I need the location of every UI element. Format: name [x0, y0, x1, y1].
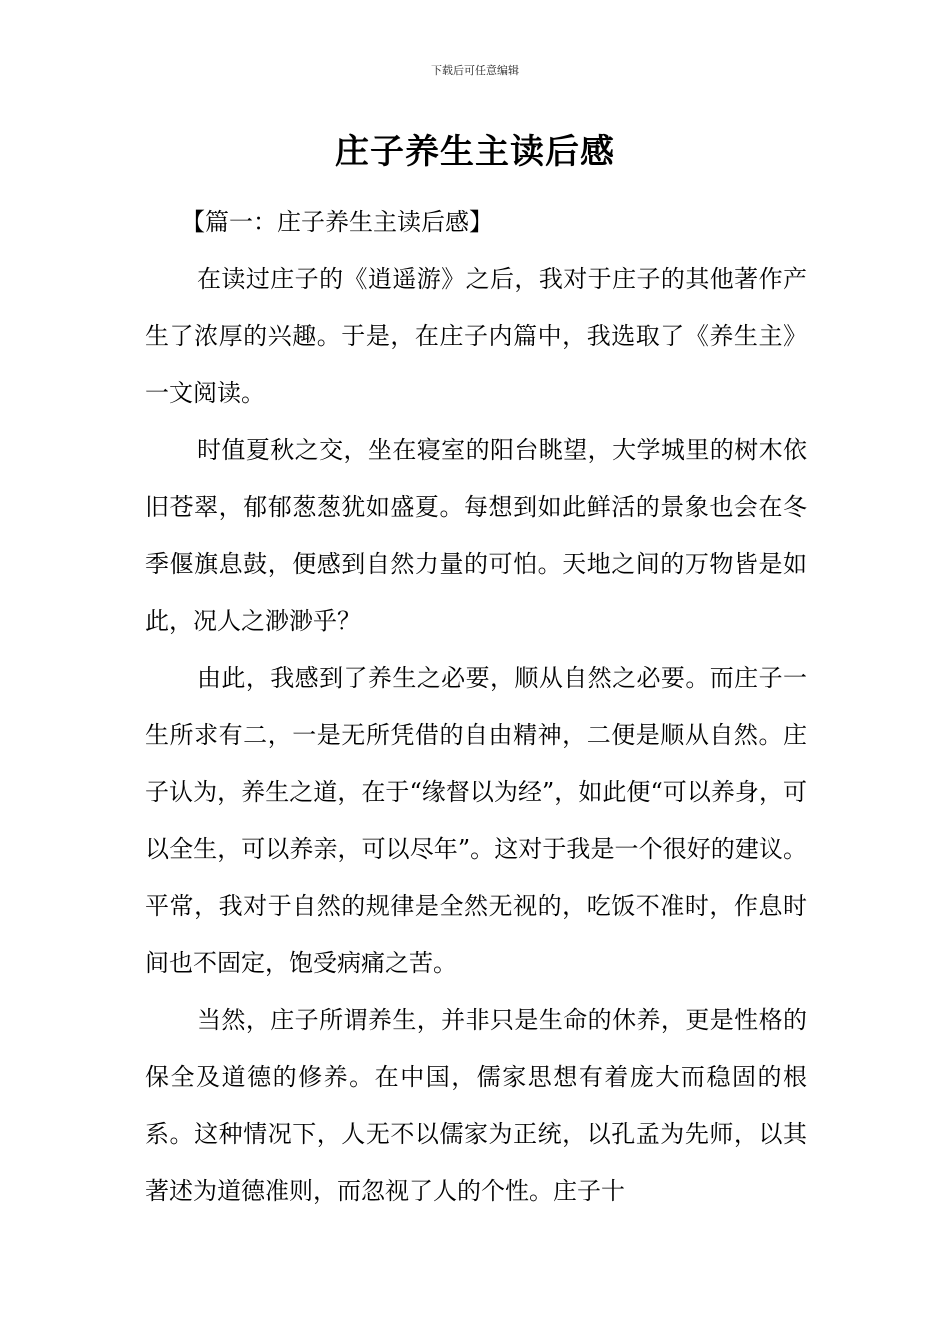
document-body [145, 194, 807, 1220]
document-title: 庄子养生主读后感 [335, 132, 615, 172]
paragraph: 由此，我感到了养生之必要，顺从自然之必要。而庄子一生所求有二，一是无所凭借的自由精神，二便是顺从自然。庄子认为，养生之道，在于“缘督以为经”，如此便“可以养身，可以全生，可以养亲，可以尽年”。这对于我是一个很好的建议。平常，我对于自然的规律是全然无视的，吃饭不准时，作息时间也不固定，饱受病痛之苦。 [145, 664, 807, 977]
paragraph: 在读过庄子的《逍遥游》之后，我对于庄子的其他著作产生了浓厚的兴趣。于是，在庄子内篇中，我选取了《养生主》一文阅读。 [145, 265, 807, 407]
paragraph: 时值夏秋之交，坐在寝室的阳台眺望，大学城里的树木依旧苍翠，郁郁葱葱犹如盛夏。每想到如此鲜活的景象也会在冬季偃旗息鼓，便感到自然力量的可怕。天地之间的万物皆是如此，况人之渺渺乎？ [145, 436, 807, 635]
paragraph: 当然，庄子所谓养生，并非只是生命的休养，更是性格的保全及道德的修养。在中国，儒家思想有着庞大而稳固的根系。这种情况下，人无不以儒家为正统，以孔孟为先师，以其著述为道德准则，而忽视了人的个性。庄子十 [145, 1006, 807, 1205]
section-heading: 【篇一：庄子养生主读后感】 [181, 208, 493, 236]
header-note: 下载后可任意编辑 [431, 64, 519, 77]
